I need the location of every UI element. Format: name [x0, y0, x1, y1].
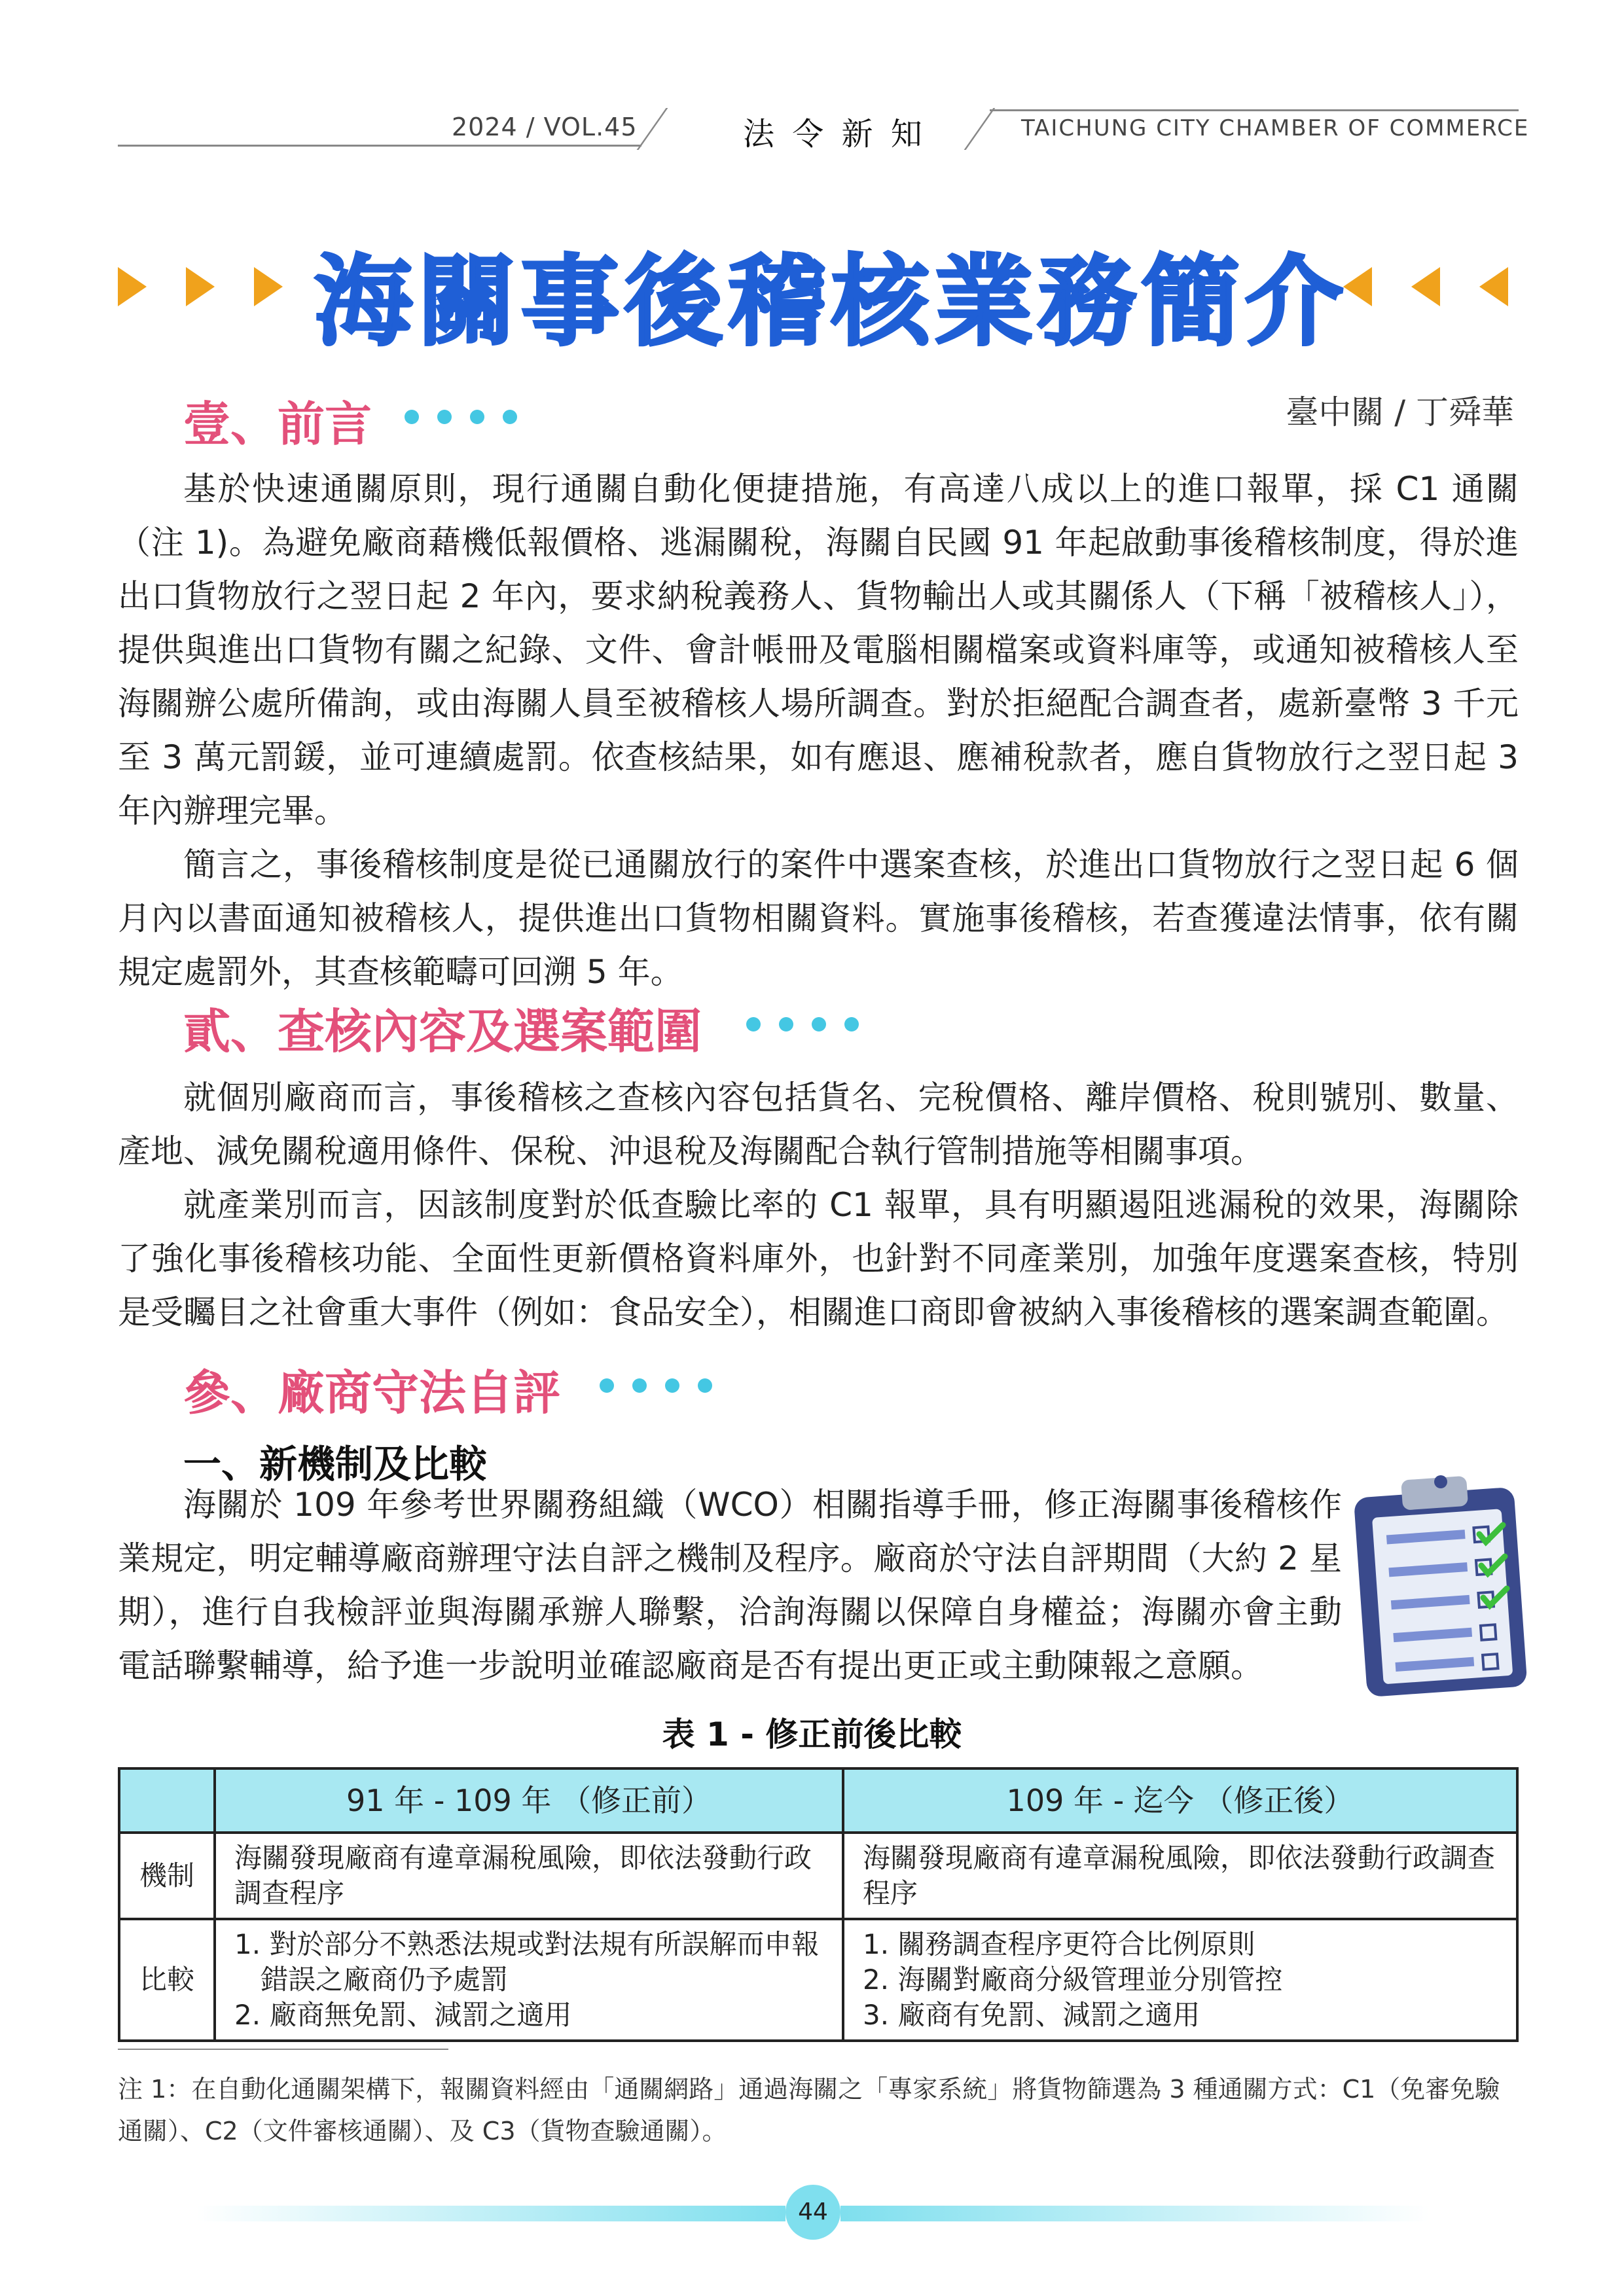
list-item: 1. 關務調查程序更符合比例原則	[863, 1928, 1255, 1960]
arrow-right-icon	[186, 267, 215, 306]
table-caption: 表 1 - 修正前後比較	[662, 1715, 962, 1753]
section-dots	[600, 1378, 712, 1393]
header-rule-right	[990, 109, 1519, 111]
org-label: TAICHUNG CITY CHAMBER OF COMMERCE	[1021, 115, 1530, 141]
dot-icon	[746, 1017, 761, 1031]
dot-icon	[779, 1017, 793, 1031]
header-rule-left	[118, 145, 641, 147]
table-row	[119, 1919, 1517, 2041]
clipboard-checklist-icon	[1348, 1466, 1538, 1702]
section-heading-1: 壹、前言	[183, 397, 372, 452]
row-label: 比較	[119, 1919, 215, 2041]
paragraph: 就產業別而言，因該制度對於低查驗比率的 C1 報單，具有明顯遏阻逃漏稅的效果，海關除了強化事後稽核功能、全面性更新價格資料庫外，也針對不同產業別，加強年度選案查核，特別是受矚目之社會重大事件（例如：食品安全），相關進口商即會被納入事後稽核的選案調查範圍。	[118, 1186, 1519, 1331]
table-row	[119, 1833, 1517, 1919]
dot-icon	[698, 1378, 712, 1393]
list-item: 2. 廠商無免罰、減罰之適用	[234, 1999, 572, 2031]
footnote-rule	[118, 2049, 448, 2050]
table-header-cell: 109 年 - 迄今 （修正後）	[843, 1768, 1517, 1833]
author: 臺中關 / 丁舜華	[1286, 393, 1514, 431]
dot-icon	[503, 410, 517, 424]
table-cell	[215, 1919, 843, 2041]
table-header-cell: 91 年 - 109 年 （修正前）	[215, 1768, 843, 1833]
footer-band-right	[840, 2206, 1430, 2221]
section-2-body	[118, 1071, 1519, 1339]
arrow-right-icon	[254, 267, 283, 306]
row-label: 機制	[119, 1833, 215, 1919]
page-number: 44	[785, 2185, 840, 2240]
paragraph: 就個別廠商而言，事後稽核之查核內容包括貨名、完稅價格、離岸價格、稅則號別、數量、產地、減免關稅適用條件、保稅、沖退稅及海關配合執行管制措施等相關事項。	[118, 1079, 1519, 1170]
table-header-cell	[119, 1768, 215, 1833]
dot-icon	[437, 410, 452, 424]
dot-icon	[665, 1378, 679, 1393]
dot-icon	[632, 1378, 647, 1393]
footnote: 注 1：在自動化通關架構下，報關資料經由「通關網路」通過海關之「專家系統」將貨物篩選為 3 種通關方式：C1（免審免驗通關）、C2（文件審核通關）、及 C3（貨物查驗通關）。	[118, 2075, 1500, 2145]
dot-icon	[812, 1017, 826, 1031]
paragraph: 海關於 109 年參考世界關務組織（WCO）相關指導手冊，修正海關事後稽核作業規定，明定輔導廠商辦理守法自評之機制及程序。廠商於守法自評期間（大約 2 星期），進行自我檢評並與海關承辦人聯繫，洽詢海關以保障自身權益；海關亦會主動電話聯繫輔導，給予進一步說明並確認廠商是否有提出更正或主動陳報之意願。	[118, 1486, 1342, 1685]
arrow-left-icon	[1343, 267, 1372, 306]
list-item: 3. 廠商有免罰、減罰之適用	[863, 1999, 1200, 2031]
list-item: 1. 對於部分不熟悉法規或對法規有所誤解而申報錯誤之廠商仍予處罰	[234, 1928, 820, 1996]
dot-icon	[844, 1017, 859, 1031]
dot-icon	[405, 410, 419, 424]
section-heading-3: 參、廠商守法自評	[183, 1365, 561, 1420]
header-divider	[964, 108, 996, 150]
page-title: 海關事後稽核業務簡介	[314, 245, 1349, 359]
table-cell	[843, 1919, 1517, 2041]
table-cell: 海關發現廠商有違章漏稅風險，即依法發動行政調查程序	[215, 1833, 843, 1919]
paragraph: 簡言之，事後稽核制度是從已通關放行的案件中選案查核，於進出口貨物放行之翌日起 6 個月內以書面通知被稽核人，提供進出口貨物相關資料。實施事後稽核，若查獲違法情事，依有關規定處罰外，其查核範疇可回溯 5 年。	[118, 846, 1519, 991]
dot-icon	[470, 410, 484, 424]
dot-icon	[600, 1378, 614, 1393]
header-divider	[637, 108, 668, 150]
paragraph: 基於快速通關原則，現行通關自動化便捷措施，有高達八成以上的進口報單，採 C1 通關（注 1)。為避免廠商藉機低報價格、逃漏關稅，海關自民國 91 年起啟動事後稽核制度，得於進出口貨物放行之翌日起 2 年內，要求納稅義務人、貨物輸出人或其關係人（下稱「被稽核人」），提供與進出口貨物有關之紀錄、文件、會計帳冊及電腦相關檔案或資料庫等，或通知被稽核人至海關辦公處所備詢，或由海關人員至被稽核人場所調查。對於拒絕配合調查者，處新臺幣 3 千元至 3 萬元罰鍰，並可連續處罰。依查核結果，如有應退、應補稅款者，應自貨物放行之翌日起 3 年內辦理完畢。	[118, 470, 1519, 830]
table-cell: 海關發現廠商有違章漏稅風險，即依法發動行政調查程序	[843, 1833, 1517, 1919]
section-3-body	[118, 1478, 1342, 1693]
list-item: 2. 海關對廠商分級管理並分別管控	[863, 1964, 1283, 1996]
arrow-left-icon	[1479, 267, 1508, 306]
section-dots	[405, 410, 517, 424]
column-label: 法 令 新 知	[743, 116, 926, 152]
arrow-right-icon	[118, 267, 147, 306]
section-dots	[746, 1017, 859, 1031]
table-header-row	[119, 1768, 1517, 1833]
section-heading-2: 貳、查核內容及選案範圍	[183, 1004, 702, 1059]
comparison-table	[118, 1767, 1519, 2042]
arrow-left-icon	[1411, 267, 1440, 306]
section-1-body	[118, 462, 1519, 999]
issue-label: 2024 / VOL.45	[452, 113, 638, 141]
subheading: 一、新機制及比較	[183, 1442, 488, 1486]
footer-band-left	[196, 2206, 785, 2221]
